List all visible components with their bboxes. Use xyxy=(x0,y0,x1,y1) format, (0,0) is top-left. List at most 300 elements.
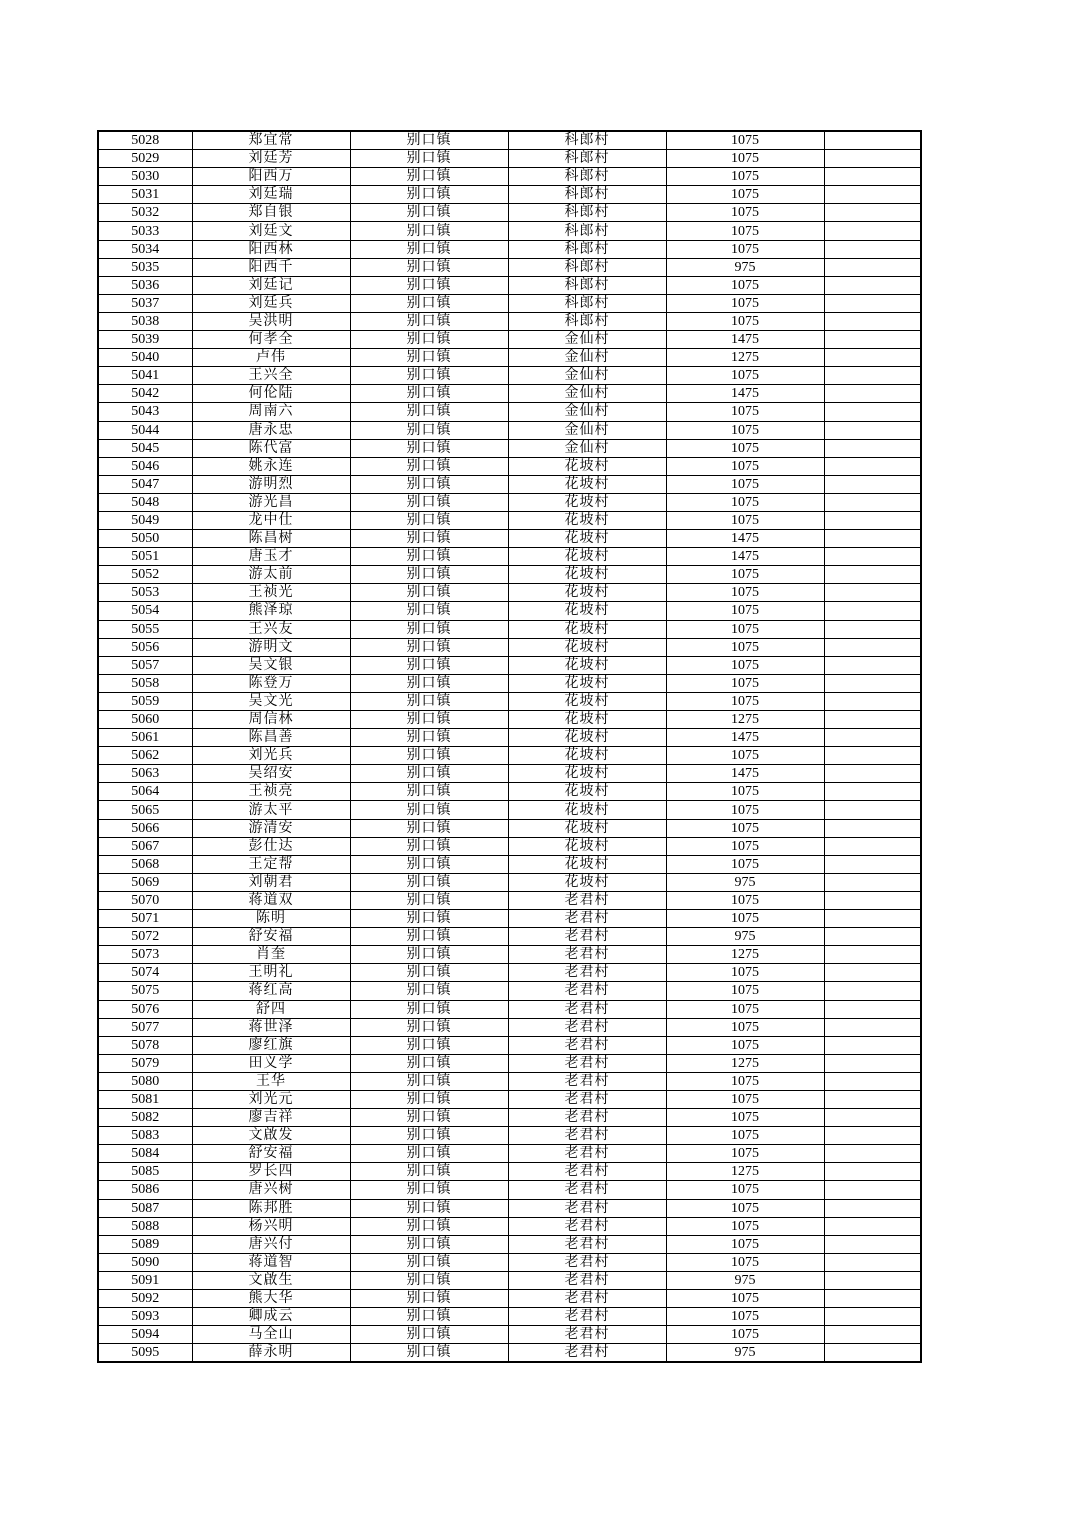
village-cell: 金仙村 xyxy=(508,349,666,367)
table-row xyxy=(98,421,921,439)
name-cell: 刘光元 xyxy=(192,1090,350,1108)
row-number-cell: 5044 xyxy=(98,421,192,439)
row-number-cell: 5072 xyxy=(98,928,192,946)
remark-cell xyxy=(824,1217,921,1235)
table-row xyxy=(98,1217,921,1235)
amount-cell: 1075 xyxy=(666,457,824,475)
table-row xyxy=(98,783,921,801)
village-cell: 老君村 xyxy=(508,964,666,982)
village-cell: 老君村 xyxy=(508,1127,666,1145)
amount-cell: 1075 xyxy=(666,367,824,385)
remark-cell xyxy=(824,1036,921,1054)
village-cell: 老君村 xyxy=(508,1036,666,1054)
village-cell: 老君村 xyxy=(508,982,666,1000)
town-cell: 别口镇 xyxy=(350,783,508,801)
amount-cell: 1075 xyxy=(666,1235,824,1253)
amount-cell: 1075 xyxy=(666,1036,824,1054)
name-cell: 吴文光 xyxy=(192,692,350,710)
amount-cell: 1075 xyxy=(666,1308,824,1326)
village-cell: 老君村 xyxy=(508,910,666,928)
row-number-cell: 5054 xyxy=(98,602,192,620)
name-cell: 彭仕达 xyxy=(192,837,350,855)
amount-cell: 1075 xyxy=(666,855,824,873)
village-cell: 老君村 xyxy=(508,946,666,964)
village-cell: 花坡村 xyxy=(508,602,666,620)
town-cell: 别口镇 xyxy=(350,222,508,240)
village-cell: 科郎村 xyxy=(508,222,666,240)
village-cell: 老君村 xyxy=(508,1326,666,1344)
amount-cell: 1075 xyxy=(666,910,824,928)
town-cell: 别口镇 xyxy=(350,385,508,403)
remark-cell xyxy=(824,457,921,475)
remark-cell xyxy=(824,1072,921,1090)
row-number-cell: 5038 xyxy=(98,312,192,330)
remark-cell xyxy=(824,331,921,349)
row-number-cell: 5063 xyxy=(98,765,192,783)
table-row xyxy=(98,946,921,964)
row-number-cell: 5066 xyxy=(98,819,192,837)
row-number-cell: 5062 xyxy=(98,747,192,765)
amount-cell: 1075 xyxy=(666,1000,824,1018)
village-cell: 老君村 xyxy=(508,1271,666,1289)
remark-cell xyxy=(824,566,921,584)
village-cell: 金仙村 xyxy=(508,331,666,349)
village-cell: 老君村 xyxy=(508,1344,666,1363)
remark-cell xyxy=(824,1199,921,1217)
amount-cell: 1075 xyxy=(666,1253,824,1271)
row-number-cell: 5055 xyxy=(98,620,192,638)
row-number-cell: 5078 xyxy=(98,1036,192,1054)
amount-cell: 1075 xyxy=(666,1181,824,1199)
table-row xyxy=(98,982,921,1000)
town-cell: 别口镇 xyxy=(350,403,508,421)
table-row xyxy=(98,1072,921,1090)
name-cell: 蒋道智 xyxy=(192,1253,350,1271)
row-number-cell: 5089 xyxy=(98,1235,192,1253)
town-cell: 别口镇 xyxy=(350,1271,508,1289)
row-number-cell: 5061 xyxy=(98,729,192,747)
name-cell: 何孝全 xyxy=(192,331,350,349)
row-number-cell: 5057 xyxy=(98,656,192,674)
remark-cell xyxy=(824,1326,921,1344)
amount-cell: 1075 xyxy=(666,964,824,982)
row-number-cell: 5080 xyxy=(98,1072,192,1090)
name-cell: 田义学 xyxy=(192,1054,350,1072)
village-cell: 金仙村 xyxy=(508,439,666,457)
table-row xyxy=(98,855,921,873)
amount-cell: 1275 xyxy=(666,1054,824,1072)
name-cell: 游清安 xyxy=(192,819,350,837)
table-row xyxy=(98,168,921,186)
row-number-cell: 5079 xyxy=(98,1054,192,1072)
table-row xyxy=(98,819,921,837)
remark-cell xyxy=(824,765,921,783)
town-cell: 别口镇 xyxy=(350,1235,508,1253)
name-cell: 游太平 xyxy=(192,801,350,819)
name-cell: 蒋道双 xyxy=(192,891,350,909)
remark-cell xyxy=(824,837,921,855)
village-cell: 花坡村 xyxy=(508,711,666,729)
remark-cell xyxy=(824,312,921,330)
town-cell: 别口镇 xyxy=(350,1326,508,1344)
amount-cell: 1075 xyxy=(666,674,824,692)
town-cell: 别口镇 xyxy=(350,1145,508,1163)
village-cell: 老君村 xyxy=(508,1253,666,1271)
town-cell: 别口镇 xyxy=(350,240,508,258)
town-cell: 别口镇 xyxy=(350,186,508,204)
row-number-cell: 5048 xyxy=(98,493,192,511)
row-number-cell: 5028 xyxy=(98,131,192,150)
row-number-cell: 5034 xyxy=(98,240,192,258)
payment-table xyxy=(97,130,922,1363)
village-cell: 科郎村 xyxy=(508,131,666,150)
remark-cell xyxy=(824,1308,921,1326)
town-cell: 别口镇 xyxy=(350,367,508,385)
table-row xyxy=(98,1054,921,1072)
remark-cell xyxy=(824,530,921,548)
table-row xyxy=(98,801,921,819)
table-row xyxy=(98,638,921,656)
table-row xyxy=(98,711,921,729)
name-cell: 刘廷兵 xyxy=(192,294,350,312)
remark-cell xyxy=(824,1054,921,1072)
row-number-cell: 5035 xyxy=(98,258,192,276)
town-cell: 别口镇 xyxy=(350,276,508,294)
table-body xyxy=(98,131,921,1362)
table-row xyxy=(98,240,921,258)
amount-cell: 1075 xyxy=(666,982,824,1000)
name-cell: 周信林 xyxy=(192,711,350,729)
remark-cell xyxy=(824,493,921,511)
name-cell: 郑宜常 xyxy=(192,131,350,150)
village-cell: 花坡村 xyxy=(508,674,666,692)
row-number-cell: 5041 xyxy=(98,367,192,385)
amount-cell: 1075 xyxy=(666,747,824,765)
remark-cell xyxy=(824,204,921,222)
table-row xyxy=(98,312,921,330)
town-cell: 别口镇 xyxy=(350,584,508,602)
remark-cell xyxy=(824,711,921,729)
village-cell: 花坡村 xyxy=(508,584,666,602)
town-cell: 别口镇 xyxy=(350,511,508,529)
name-cell: 熊大华 xyxy=(192,1290,350,1308)
name-cell: 陈代富 xyxy=(192,439,350,457)
town-cell: 别口镇 xyxy=(350,602,508,620)
name-cell: 王祯光 xyxy=(192,584,350,602)
row-number-cell: 5095 xyxy=(98,1344,192,1363)
name-cell: 舒四 xyxy=(192,1000,350,1018)
table-row xyxy=(98,493,921,511)
name-cell: 肖奎 xyxy=(192,946,350,964)
row-number-cell: 5076 xyxy=(98,1000,192,1018)
remark-cell xyxy=(824,1181,921,1199)
table-row xyxy=(98,1308,921,1326)
table-row xyxy=(98,1326,921,1344)
table-row xyxy=(98,1000,921,1018)
amount-cell: 975 xyxy=(666,258,824,276)
row-number-cell: 5091 xyxy=(98,1271,192,1289)
amount-cell: 1075 xyxy=(666,403,824,421)
village-cell: 老君村 xyxy=(508,1235,666,1253)
remark-cell xyxy=(824,1109,921,1127)
village-cell: 老君村 xyxy=(508,1163,666,1181)
name-cell: 廖红旗 xyxy=(192,1036,350,1054)
town-cell: 别口镇 xyxy=(350,1109,508,1127)
table-row xyxy=(98,548,921,566)
name-cell: 卿成云 xyxy=(192,1308,350,1326)
row-number-cell: 5060 xyxy=(98,711,192,729)
row-number-cell: 5075 xyxy=(98,982,192,1000)
remark-cell xyxy=(824,385,921,403)
village-cell: 老君村 xyxy=(508,891,666,909)
remark-cell xyxy=(824,475,921,493)
name-cell: 陈昌树 xyxy=(192,530,350,548)
village-cell: 老君村 xyxy=(508,1308,666,1326)
town-cell: 别口镇 xyxy=(350,873,508,891)
amount-cell: 1075 xyxy=(666,1090,824,1108)
row-number-cell: 5050 xyxy=(98,530,192,548)
table-row xyxy=(98,674,921,692)
table-row xyxy=(98,1235,921,1253)
remark-cell xyxy=(824,1253,921,1271)
row-number-cell: 5047 xyxy=(98,475,192,493)
town-cell: 别口镇 xyxy=(350,439,508,457)
amount-cell: 1075 xyxy=(666,294,824,312)
row-number-cell: 5040 xyxy=(98,349,192,367)
name-cell: 王明礼 xyxy=(192,964,350,982)
name-cell: 杨兴明 xyxy=(192,1217,350,1235)
row-number-cell: 5059 xyxy=(98,692,192,710)
amount-cell: 1075 xyxy=(666,891,824,909)
name-cell: 周南六 xyxy=(192,403,350,421)
row-number-cell: 5070 xyxy=(98,891,192,909)
remark-cell xyxy=(824,602,921,620)
name-cell: 马全山 xyxy=(192,1326,350,1344)
name-cell: 蒋红高 xyxy=(192,982,350,1000)
village-cell: 花坡村 xyxy=(508,638,666,656)
village-cell: 花坡村 xyxy=(508,729,666,747)
table-row xyxy=(98,204,921,222)
row-number-cell: 5081 xyxy=(98,1090,192,1108)
village-cell: 老君村 xyxy=(508,1181,666,1199)
village-cell: 花坡村 xyxy=(508,457,666,475)
town-cell: 别口镇 xyxy=(350,258,508,276)
town-cell: 别口镇 xyxy=(350,1127,508,1145)
amount-cell: 1275 xyxy=(666,349,824,367)
name-cell: 游太前 xyxy=(192,566,350,584)
amount-cell: 1075 xyxy=(666,1199,824,1217)
name-cell: 唐玉才 xyxy=(192,548,350,566)
town-cell: 别口镇 xyxy=(350,349,508,367)
village-cell: 花坡村 xyxy=(508,566,666,584)
name-cell: 刘廷文 xyxy=(192,222,350,240)
village-cell: 科郎村 xyxy=(508,150,666,168)
town-cell: 别口镇 xyxy=(350,674,508,692)
town-cell: 别口镇 xyxy=(350,168,508,186)
village-cell: 金仙村 xyxy=(508,367,666,385)
table-row xyxy=(98,1181,921,1199)
table-row xyxy=(98,131,921,150)
name-cell: 阳西千 xyxy=(192,258,350,276)
remark-cell xyxy=(824,982,921,1000)
remark-cell xyxy=(824,584,921,602)
amount-cell: 1075 xyxy=(666,1290,824,1308)
table-row xyxy=(98,1109,921,1127)
table-row xyxy=(98,602,921,620)
row-number-cell: 5092 xyxy=(98,1290,192,1308)
name-cell: 薛永明 xyxy=(192,1344,350,1363)
row-number-cell: 5046 xyxy=(98,457,192,475)
name-cell: 游明烈 xyxy=(192,475,350,493)
row-number-cell: 5071 xyxy=(98,910,192,928)
amount-cell: 1075 xyxy=(666,620,824,638)
amount-cell: 1075 xyxy=(666,222,824,240)
name-cell: 陈邦胜 xyxy=(192,1199,350,1217)
name-cell: 刘光兵 xyxy=(192,747,350,765)
name-cell: 游光昌 xyxy=(192,493,350,511)
town-cell: 别口镇 xyxy=(350,1199,508,1217)
village-cell: 花坡村 xyxy=(508,656,666,674)
remark-cell xyxy=(824,1018,921,1036)
amount-cell: 1075 xyxy=(666,276,824,294)
town-cell: 别口镇 xyxy=(350,150,508,168)
table-row xyxy=(98,385,921,403)
table-row xyxy=(98,186,921,204)
row-number-cell: 5056 xyxy=(98,638,192,656)
village-cell: 花坡村 xyxy=(508,765,666,783)
remark-cell xyxy=(824,910,921,928)
village-cell: 老君村 xyxy=(508,1145,666,1163)
row-number-cell: 5090 xyxy=(98,1253,192,1271)
town-cell: 别口镇 xyxy=(350,819,508,837)
amount-cell: 1275 xyxy=(666,1163,824,1181)
name-cell: 阳西万 xyxy=(192,168,350,186)
amount-cell: 1075 xyxy=(666,1145,824,1163)
town-cell: 别口镇 xyxy=(350,1018,508,1036)
table-row xyxy=(98,439,921,457)
amount-cell: 975 xyxy=(666,873,824,891)
remark-cell xyxy=(824,855,921,873)
remark-cell xyxy=(824,548,921,566)
amount-cell: 975 xyxy=(666,1344,824,1363)
amount-cell: 1075 xyxy=(666,204,824,222)
remark-cell xyxy=(824,240,921,258)
amount-cell: 1075 xyxy=(666,584,824,602)
remark-cell xyxy=(824,946,921,964)
remark-cell xyxy=(824,276,921,294)
town-cell: 别口镇 xyxy=(350,765,508,783)
town-cell: 别口镇 xyxy=(350,548,508,566)
table-row xyxy=(98,1018,921,1036)
remark-cell xyxy=(824,1290,921,1308)
amount-cell: 1075 xyxy=(666,186,824,204)
amount-cell: 975 xyxy=(666,928,824,946)
town-cell: 别口镇 xyxy=(350,638,508,656)
remark-cell xyxy=(824,819,921,837)
row-number-cell: 5064 xyxy=(98,783,192,801)
remark-cell xyxy=(824,186,921,204)
remark-cell xyxy=(824,692,921,710)
remark-cell xyxy=(824,1235,921,1253)
name-cell: 廖吉祥 xyxy=(192,1109,350,1127)
row-number-cell: 5083 xyxy=(98,1127,192,1145)
name-cell: 文啟生 xyxy=(192,1271,350,1289)
row-number-cell: 5031 xyxy=(98,186,192,204)
remark-cell xyxy=(824,1000,921,1018)
amount-cell: 1075 xyxy=(666,168,824,186)
village-cell: 科郎村 xyxy=(508,168,666,186)
town-cell: 别口镇 xyxy=(350,801,508,819)
town-cell: 别口镇 xyxy=(350,692,508,710)
row-number-cell: 5094 xyxy=(98,1326,192,1344)
name-cell: 游明文 xyxy=(192,638,350,656)
town-cell: 别口镇 xyxy=(350,711,508,729)
name-cell: 吴洪明 xyxy=(192,312,350,330)
remark-cell xyxy=(824,294,921,312)
village-cell: 老君村 xyxy=(508,1290,666,1308)
table-row xyxy=(98,1271,921,1289)
town-cell: 别口镇 xyxy=(350,493,508,511)
remark-cell xyxy=(824,656,921,674)
village-cell: 花坡村 xyxy=(508,530,666,548)
table-row xyxy=(98,928,921,946)
village-cell: 科郎村 xyxy=(508,294,666,312)
table-row xyxy=(98,1163,921,1181)
amount-cell: 1075 xyxy=(666,1326,824,1344)
name-cell: 唐兴付 xyxy=(192,1235,350,1253)
amount-cell: 1075 xyxy=(666,439,824,457)
remark-cell xyxy=(824,1344,921,1363)
remark-cell xyxy=(824,638,921,656)
remark-cell xyxy=(824,258,921,276)
town-cell: 别口镇 xyxy=(350,747,508,765)
row-number-cell: 5037 xyxy=(98,294,192,312)
row-number-cell: 5074 xyxy=(98,964,192,982)
remark-cell xyxy=(824,349,921,367)
village-cell: 花坡村 xyxy=(508,837,666,855)
row-number-cell: 5036 xyxy=(98,276,192,294)
name-cell: 刘廷记 xyxy=(192,276,350,294)
village-cell: 花坡村 xyxy=(508,855,666,873)
table-row xyxy=(98,150,921,168)
village-cell: 科郎村 xyxy=(508,312,666,330)
village-cell: 花坡村 xyxy=(508,801,666,819)
name-cell: 王祯亮 xyxy=(192,783,350,801)
row-number-cell: 5051 xyxy=(98,548,192,566)
amount-cell: 1275 xyxy=(666,711,824,729)
town-cell: 别口镇 xyxy=(350,1290,508,1308)
row-number-cell: 5042 xyxy=(98,385,192,403)
name-cell: 文啟发 xyxy=(192,1127,350,1145)
name-cell: 王兴全 xyxy=(192,367,350,385)
town-cell: 别口镇 xyxy=(350,457,508,475)
village-cell: 金仙村 xyxy=(508,403,666,421)
remark-cell xyxy=(824,783,921,801)
remark-cell xyxy=(824,150,921,168)
name-cell: 刘朝君 xyxy=(192,873,350,891)
remark-cell xyxy=(824,674,921,692)
row-number-cell: 5058 xyxy=(98,674,192,692)
table-row xyxy=(98,891,921,909)
village-cell: 老君村 xyxy=(508,1090,666,1108)
remark-cell xyxy=(824,891,921,909)
table-row xyxy=(98,349,921,367)
village-cell: 老君村 xyxy=(508,1054,666,1072)
name-cell: 阳西林 xyxy=(192,240,350,258)
amount-cell: 1075 xyxy=(666,240,824,258)
town-cell: 别口镇 xyxy=(350,421,508,439)
table-row xyxy=(98,1090,921,1108)
